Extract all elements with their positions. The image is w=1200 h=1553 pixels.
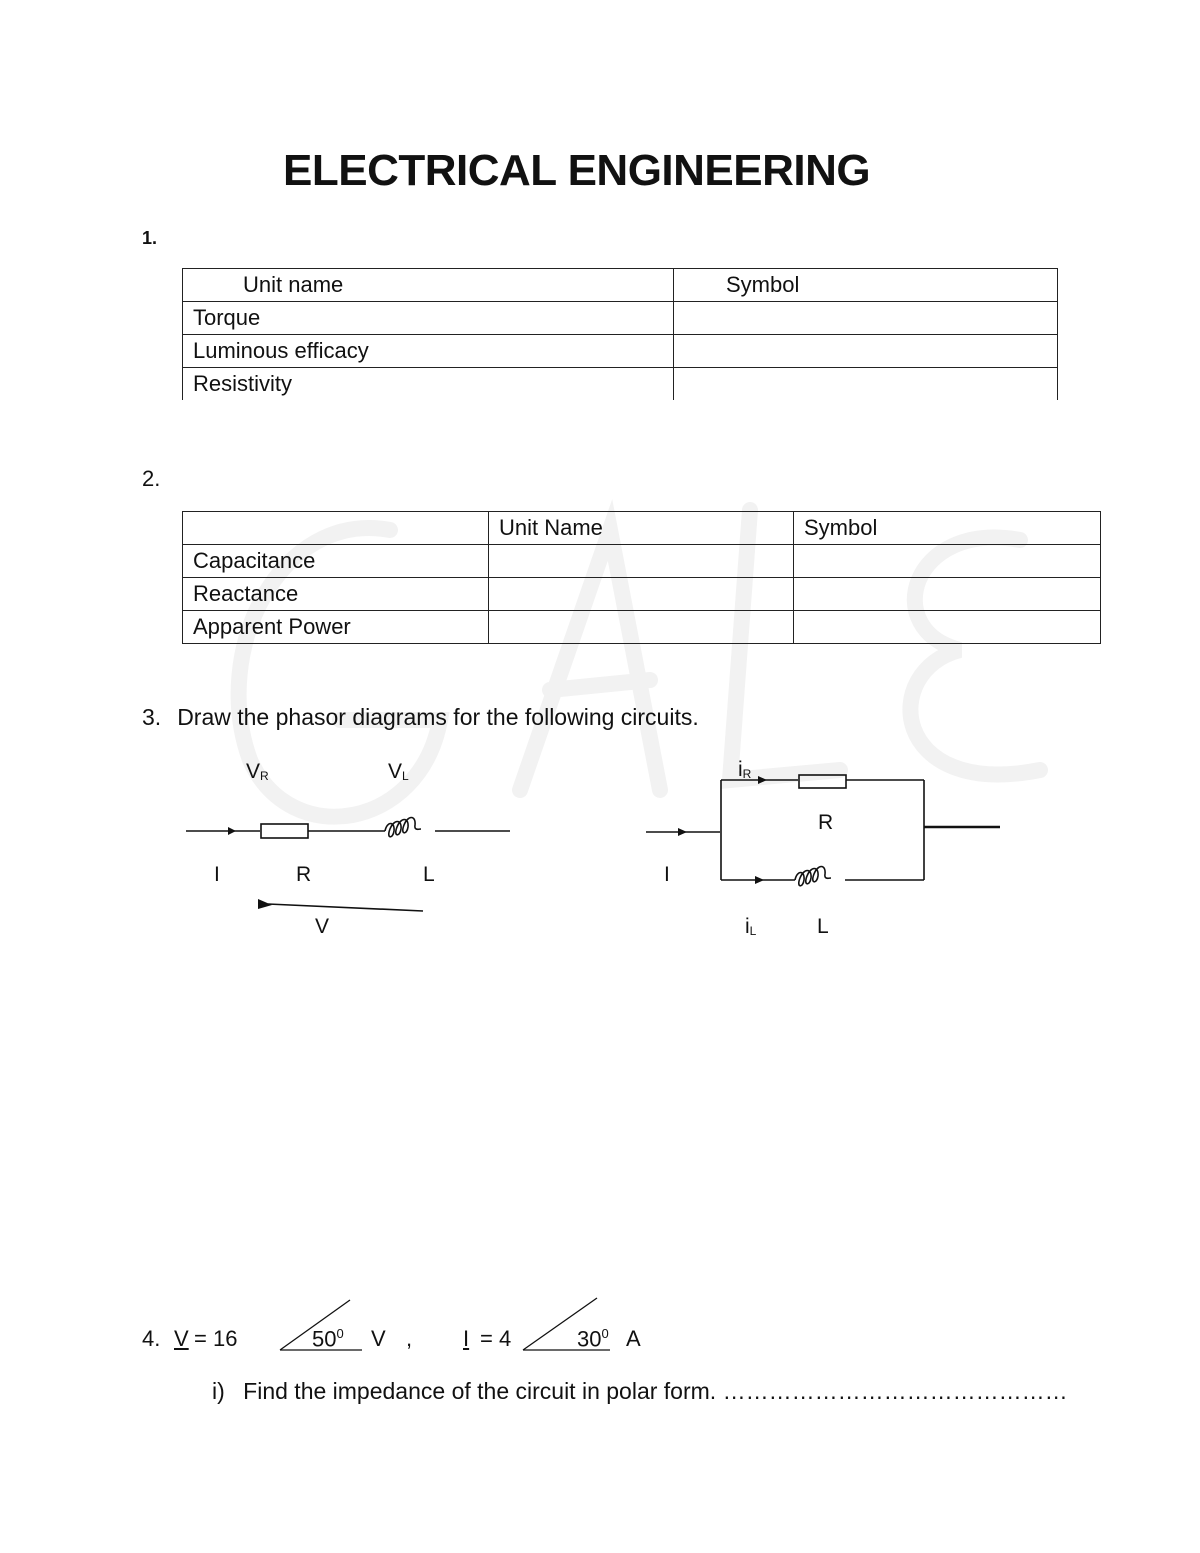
- question-4-line: [142, 1326, 702, 1358]
- question-4i: [212, 1378, 1068, 1405]
- voltage-symbol: V: [174, 1326, 189, 1351]
- parallel-inductor-label: L: [817, 915, 829, 938]
- current-unit: A: [626, 1326, 641, 1351]
- table-2-answer-cell[interactable]: [794, 611, 1101, 644]
- page-title: ELECTRICAL ENGINEERING: [283, 146, 871, 195]
- separator-comma: ,: [406, 1326, 413, 1351]
- table-2-row-label: Capacitance: [183, 545, 489, 578]
- table-2-answer-cell[interactable]: [489, 545, 794, 578]
- parallel-current-label: I: [664, 863, 670, 886]
- question-2-number: 2.: [142, 466, 161, 491]
- table-1-answer-cell[interactable]: [674, 368, 1058, 401]
- table-2-header-blank: [183, 512, 489, 545]
- table-1-row-label: Torque: [183, 302, 674, 335]
- question-3: [142, 704, 699, 731]
- table-2-answer-cell[interactable]: [489, 578, 794, 611]
- series-vr-label: $V_R$: [246, 760, 269, 783]
- table-1-row-label: Luminous efficacy: [183, 335, 674, 368]
- voltage-angle: $50^0$: [312, 1326, 344, 1352]
- series-resistor-label: R: [296, 863, 312, 886]
- table-2-header-symbol: Symbol: [794, 512, 1101, 545]
- question-3-number: 3.: [142, 704, 162, 730]
- series-vl-label: $V_L$: [388, 760, 409, 783]
- table-1-row-label: Resistivity: [183, 368, 674, 401]
- current-angle: $30^0$: [577, 1326, 609, 1352]
- current-symbol: I: [463, 1326, 470, 1351]
- parallel-resistor-label: R: [818, 811, 834, 834]
- question-1-number: 1.: [142, 228, 158, 248]
- current-magnitude: = 4: [480, 1326, 512, 1351]
- table-1-header-symbol: Symbol: [674, 269, 1058, 302]
- series-current-label: I: [214, 863, 220, 886]
- series-voltage-label: V: [315, 915, 330, 938]
- question-4i-label: i): [212, 1378, 225, 1404]
- table-2-row-label: Apparent Power: [183, 611, 489, 644]
- parallel-ir-label: $i_R$: [738, 758, 752, 781]
- voltage-magnitude: = 16: [194, 1326, 238, 1351]
- table-2-answer-cell[interactable]: [794, 578, 1101, 611]
- table-2-row-label: Reactance: [183, 578, 489, 611]
- table-1-answer-cell[interactable]: [674, 335, 1058, 368]
- units-table-1: [182, 268, 1058, 400]
- question-3-text: Draw the phasor diagrams for the following circuits.: [177, 704, 699, 730]
- table-1-header-unit-name: Unit name: [183, 269, 674, 302]
- parallel-il-label: $i_L$: [745, 915, 757, 938]
- series-rl-circuit: [180, 800, 520, 920]
- question-4-number: 4.: [142, 1326, 161, 1351]
- table-2-header-unit-name: Unit Name: [489, 512, 794, 545]
- question-4i-text: Find the impedance of the circuit in polar form. ………………………………………: [243, 1378, 1068, 1404]
- voltage-unit: V: [371, 1326, 386, 1351]
- series-inductor-label: L: [423, 863, 435, 886]
- table-2-answer-cell[interactable]: [794, 545, 1101, 578]
- table-1-answer-cell[interactable]: [674, 302, 1058, 335]
- table-2-answer-cell[interactable]: [489, 611, 794, 644]
- units-table-2: [182, 511, 1101, 644]
